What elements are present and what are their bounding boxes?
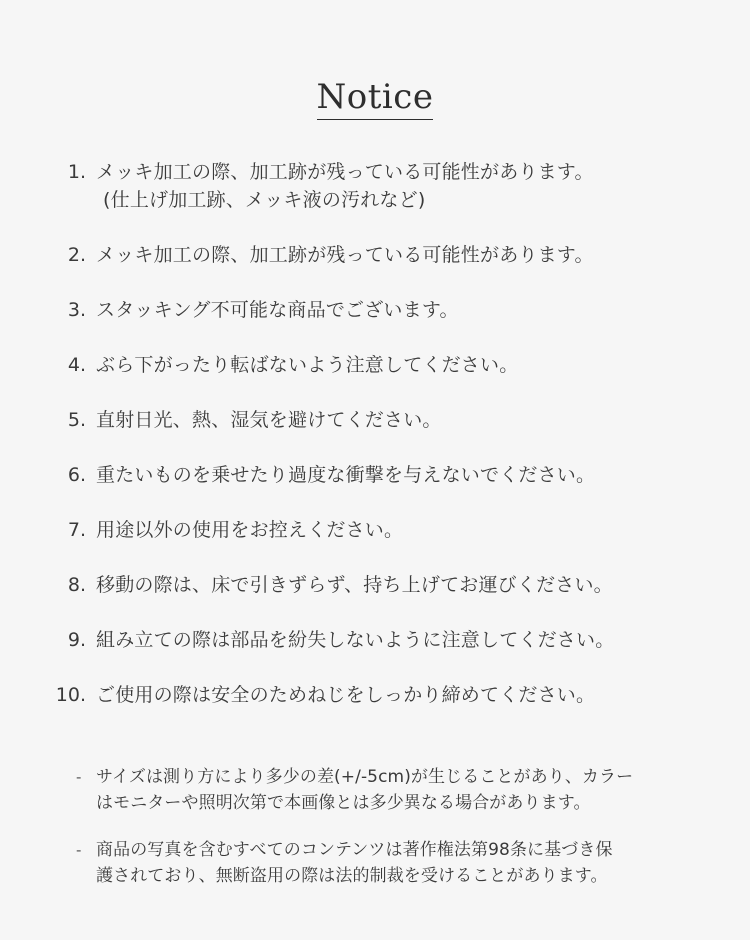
- notice-number: 4.: [67, 354, 86, 376]
- notice-text: 用途以外の使用をお控えください。: [96, 519, 404, 541]
- notice-item-8: [0, 565, 750, 620]
- notice-text: ご使用の際は安全のためねじをしっかり締めてください。: [96, 684, 596, 706]
- notice-item-4: [0, 345, 750, 400]
- notice-item-7: [0, 510, 750, 565]
- notice-item-10: [0, 675, 750, 730]
- notice-text: ぶら下がったり転ばないよう注意してください。: [96, 354, 519, 376]
- footnote-line: はモニターや照明次第で本画像とは多少異なる場合があります。: [96, 793, 591, 813]
- notice-item-6: [0, 455, 750, 510]
- page-title: [0, 76, 750, 120]
- footnote-marker: -: [76, 768, 82, 786]
- notice-text: スタッキング不可能な商品でございます。: [96, 299, 459, 321]
- page-title-text: Notice: [317, 76, 434, 120]
- notice-number: 5.: [67, 409, 86, 431]
- notice-list: [0, 152, 750, 730]
- notice-item-5: [0, 400, 750, 455]
- notice-number: 9.: [67, 629, 86, 651]
- footnote-marker: -: [76, 841, 82, 859]
- notice-text: 直射日光、熱、湿気を避けてください。: [96, 409, 442, 431]
- notice-number: 6.: [67, 464, 86, 486]
- notice-number: 7.: [67, 519, 86, 541]
- notice-number: 8.: [67, 574, 86, 596]
- notice-text: 移動の際は、床で引きずらず、持ち上げてお運びください。: [96, 574, 613, 596]
- notice-text: 重たいものを乗せたり過度な衝撃を与えないでください。: [96, 464, 596, 486]
- notice-item-3: [0, 290, 750, 345]
- notice-number: 2.: [67, 244, 86, 266]
- notice-text: メッキ加工の際、加工跡が残っている可能性があります。: [96, 244, 594, 266]
- notice-number: 10.: [55, 684, 86, 706]
- notice-text: 組み立ての際は部品を紛失しないように注意してください。: [96, 629, 615, 651]
- notice-item-2: [0, 235, 750, 290]
- notice-text: メッキ加工の際、加工跡が残っている可能性があります。: [96, 161, 594, 183]
- notice-number: 3.: [67, 299, 86, 321]
- footnote-line: サイズは測り方により多少の差(+/-5cm)が生じることがあり、カラー: [96, 767, 634, 787]
- notice-item-9: [0, 620, 750, 675]
- footnote-line: 護されており、無断盗用の際は法的制裁を受けることがあります。: [96, 866, 608, 886]
- notice-number: 1.: [67, 161, 86, 183]
- notice-item-1: [0, 152, 750, 235]
- footnote-line: 商品の写真を含むすべてのコンテンツは著作権法第98条に基づき保: [96, 840, 613, 860]
- notice-subtext: (仕上げ加工跡、メッキ液の汚れなど): [103, 189, 426, 211]
